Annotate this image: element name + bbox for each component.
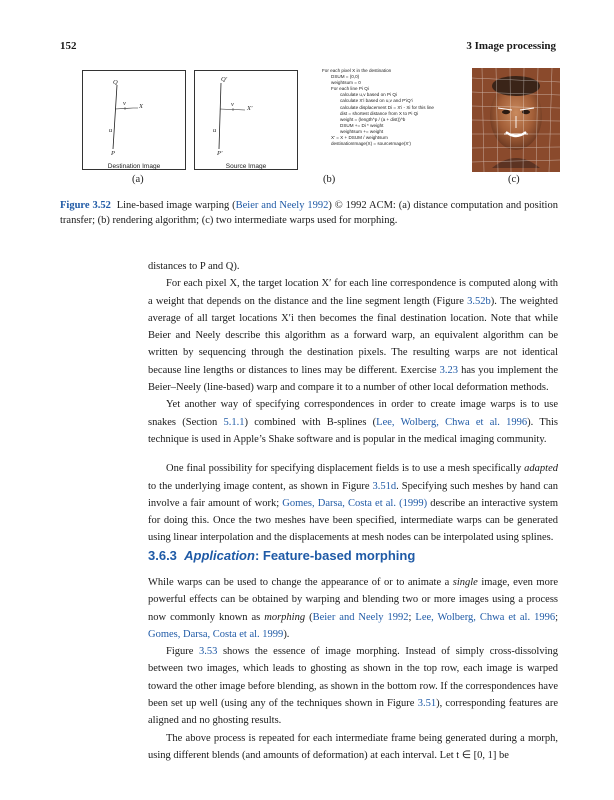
paragraph: For each pixel X, the target location X′ for each line correspondence is computed along with a weight that depends on the distance and the line segment length (Figure 3.52b). The weighted average of all target locations X′i then becomes the final destination location. Note that while Beier and Neely describe this algorithm as a forward warp, an equivalent algorithm can be written by sequencing through the destination pixels. The resulting warps are not identical because line lengths or distances to lines may be different. Exercise 3.23 has you implement the Beier–Neely (line-based) warp and compare it to a number of other local deformation methods. <box>148 278 559 394</box>
paragraph: Figure 3.53 shows the essence of image morphing. Instead of simply cross-dissolving between two images, which leads to ghosting as shown in the top row, each image is warped toward the other image before blending, as shown in the bottom row. If the correspondences have been set up well (using any of the techniques shown in Figure 3.51), corresponding features are aligned and no ghosting results. <box>148 646 558 727</box>
source-image-label: Source Image <box>225 163 267 170</box>
algorithm-line: weightsum = 0 <box>331 80 361 86</box>
label-v: v <box>123 100 126 107</box>
paragraph: One final possibility for specifying displacement fields is to use a mesh specifically adapted to the underlying image content, as shown in Figure 3.51d. Specifying such meshes by hand can involve a fair amount of work; Gomes, Darsa, Costa et al. (1999) describe an interactive system for doing this. Once the two meshes have been specified, intermediate warps can be generated using linear interpolation and the displacements at mesh nodes can be interpolated using splines. <box>148 463 559 544</box>
citation-link[interactable]: Lee, Wolberg, Chwa et al. 1996 <box>415 611 556 623</box>
body-text-bottom <box>148 574 558 764</box>
page-number: 152 <box>60 40 77 52</box>
destination-geometry <box>83 71 185 169</box>
point-p-prime: P' <box>217 150 223 157</box>
source-geometry <box>195 71 297 169</box>
point-x: X <box>139 103 143 110</box>
chapter-title: 3 Image processing <box>466 40 556 52</box>
exercise-link[interactable]: 3.23 <box>439 364 459 376</box>
figure-3-52 <box>60 64 560 174</box>
paragraph: Yet another way of specifying correspondences in order to create image warps is to use snakes (Section 5.1.1) combined with B-splines (Lee, Wolberg, Chwa et al. 1996). This technique is used in Apple’s Shake software and is popular in the medical imaging community. <box>148 399 558 445</box>
algorithm-line: calculate displacement Di = X'i - Xi for this line <box>340 104 434 110</box>
algorithm-line: For each line Pi Qi <box>331 86 369 92</box>
section-heading: 3.6.3 Application: Feature-based morphing <box>148 548 416 563</box>
figure-link[interactable]: 3.51 <box>417 698 437 710</box>
caption-text-2: ) © 1992 ACM: (a) distance computation and position transfer; (b) rendering algorithm; (c) two intermediate warps used for morphing. <box>60 200 558 226</box>
point-q-prime: Q' <box>221 76 228 83</box>
section-link[interactable]: 5.1.1 <box>223 416 245 428</box>
paragraph: distances to P and Q). <box>148 261 240 272</box>
source-image-box <box>194 70 298 170</box>
caption-text: Line-based image warping ( <box>116 200 236 211</box>
algorithm-line: weight = (length^p / (a + dist))^b <box>340 116 406 122</box>
panel-a-diagram <box>82 70 300 170</box>
sublabel-a: (a) <box>132 174 144 185</box>
figure-link[interactable]: 3.52b <box>467 295 491 307</box>
sublabel-b: (b) <box>323 174 336 185</box>
figure-link[interactable]: 3.53 <box>199 646 218 658</box>
figure-caption <box>60 198 558 228</box>
citation-link[interactable]: Lee, Wolberg, Chwa et al. 1996 <box>376 416 528 428</box>
destination-image-label: Destination Image <box>107 163 161 170</box>
citation-link[interactable]: Beier and Neely 1992 <box>235 200 329 211</box>
algorithm-line: X' = X + DSUM / weightsum <box>331 135 388 141</box>
algorithm-line: destinationImage(X) = sourceImage(X') <box>331 141 411 147</box>
algorithm-line: calculate u,v based on Pi Qi <box>340 92 397 98</box>
algorithm-line: dist = shortest distance from X to Pi Qi <box>340 110 419 116</box>
point-q: Q <box>113 79 118 86</box>
citation-link[interactable]: Beier and Neely 1992 <box>312 611 409 623</box>
algorithm-line: DSUM = (0,0) <box>331 74 360 80</box>
algorithm-line: For each pixel X in the destination <box>322 68 392 73</box>
citation-link[interactable]: Gomes, Darsa, Costa et al. (1999) <box>282 497 428 509</box>
point-p: P <box>111 150 115 157</box>
face-photo-icon <box>472 68 560 172</box>
label-u: u <box>109 127 113 134</box>
citation-link[interactable]: Gomes, Darsa, Costa et al. 1999 <box>148 628 284 640</box>
label-v-prime: v <box>231 101 234 108</box>
running-header <box>60 40 556 56</box>
algorithm-line: calculate X'i based on u,v and P'iQ'i <box>340 98 413 104</box>
destination-image-box <box>82 70 186 170</box>
point-x-prime: X' <box>247 105 253 112</box>
face-warp-image <box>472 68 560 172</box>
figure-label: Figure 3.52 <box>60 200 111 211</box>
body-text-top <box>148 258 558 547</box>
label-u-prime: u <box>213 127 217 134</box>
algorithm-line: DSUM += Di * weight <box>340 122 384 128</box>
algorithm-line: weightsum += weight <box>340 128 384 134</box>
rendering-algorithm <box>322 68 450 172</box>
figure-link[interactable]: 3.51d <box>372 480 397 492</box>
paragraph: The above process is repeated for each intermediate frame being generated during a morph, using different blends (and amounts of deformation) at each interval. Let t ∈ [0, 1] be <box>148 732 558 761</box>
sublabel-c: (c) <box>508 174 520 185</box>
paragraph: While warps can be used to change the appearance of or to animate a single image, even more powerful effects can be obtained by warping and blending two or more images using a process now commonly known as morphing (Beier and Neely 1992; Lee, Wolberg, Chwa et al. 1996; Gomes, Darsa, Costa et al. 1999). <box>148 577 559 640</box>
